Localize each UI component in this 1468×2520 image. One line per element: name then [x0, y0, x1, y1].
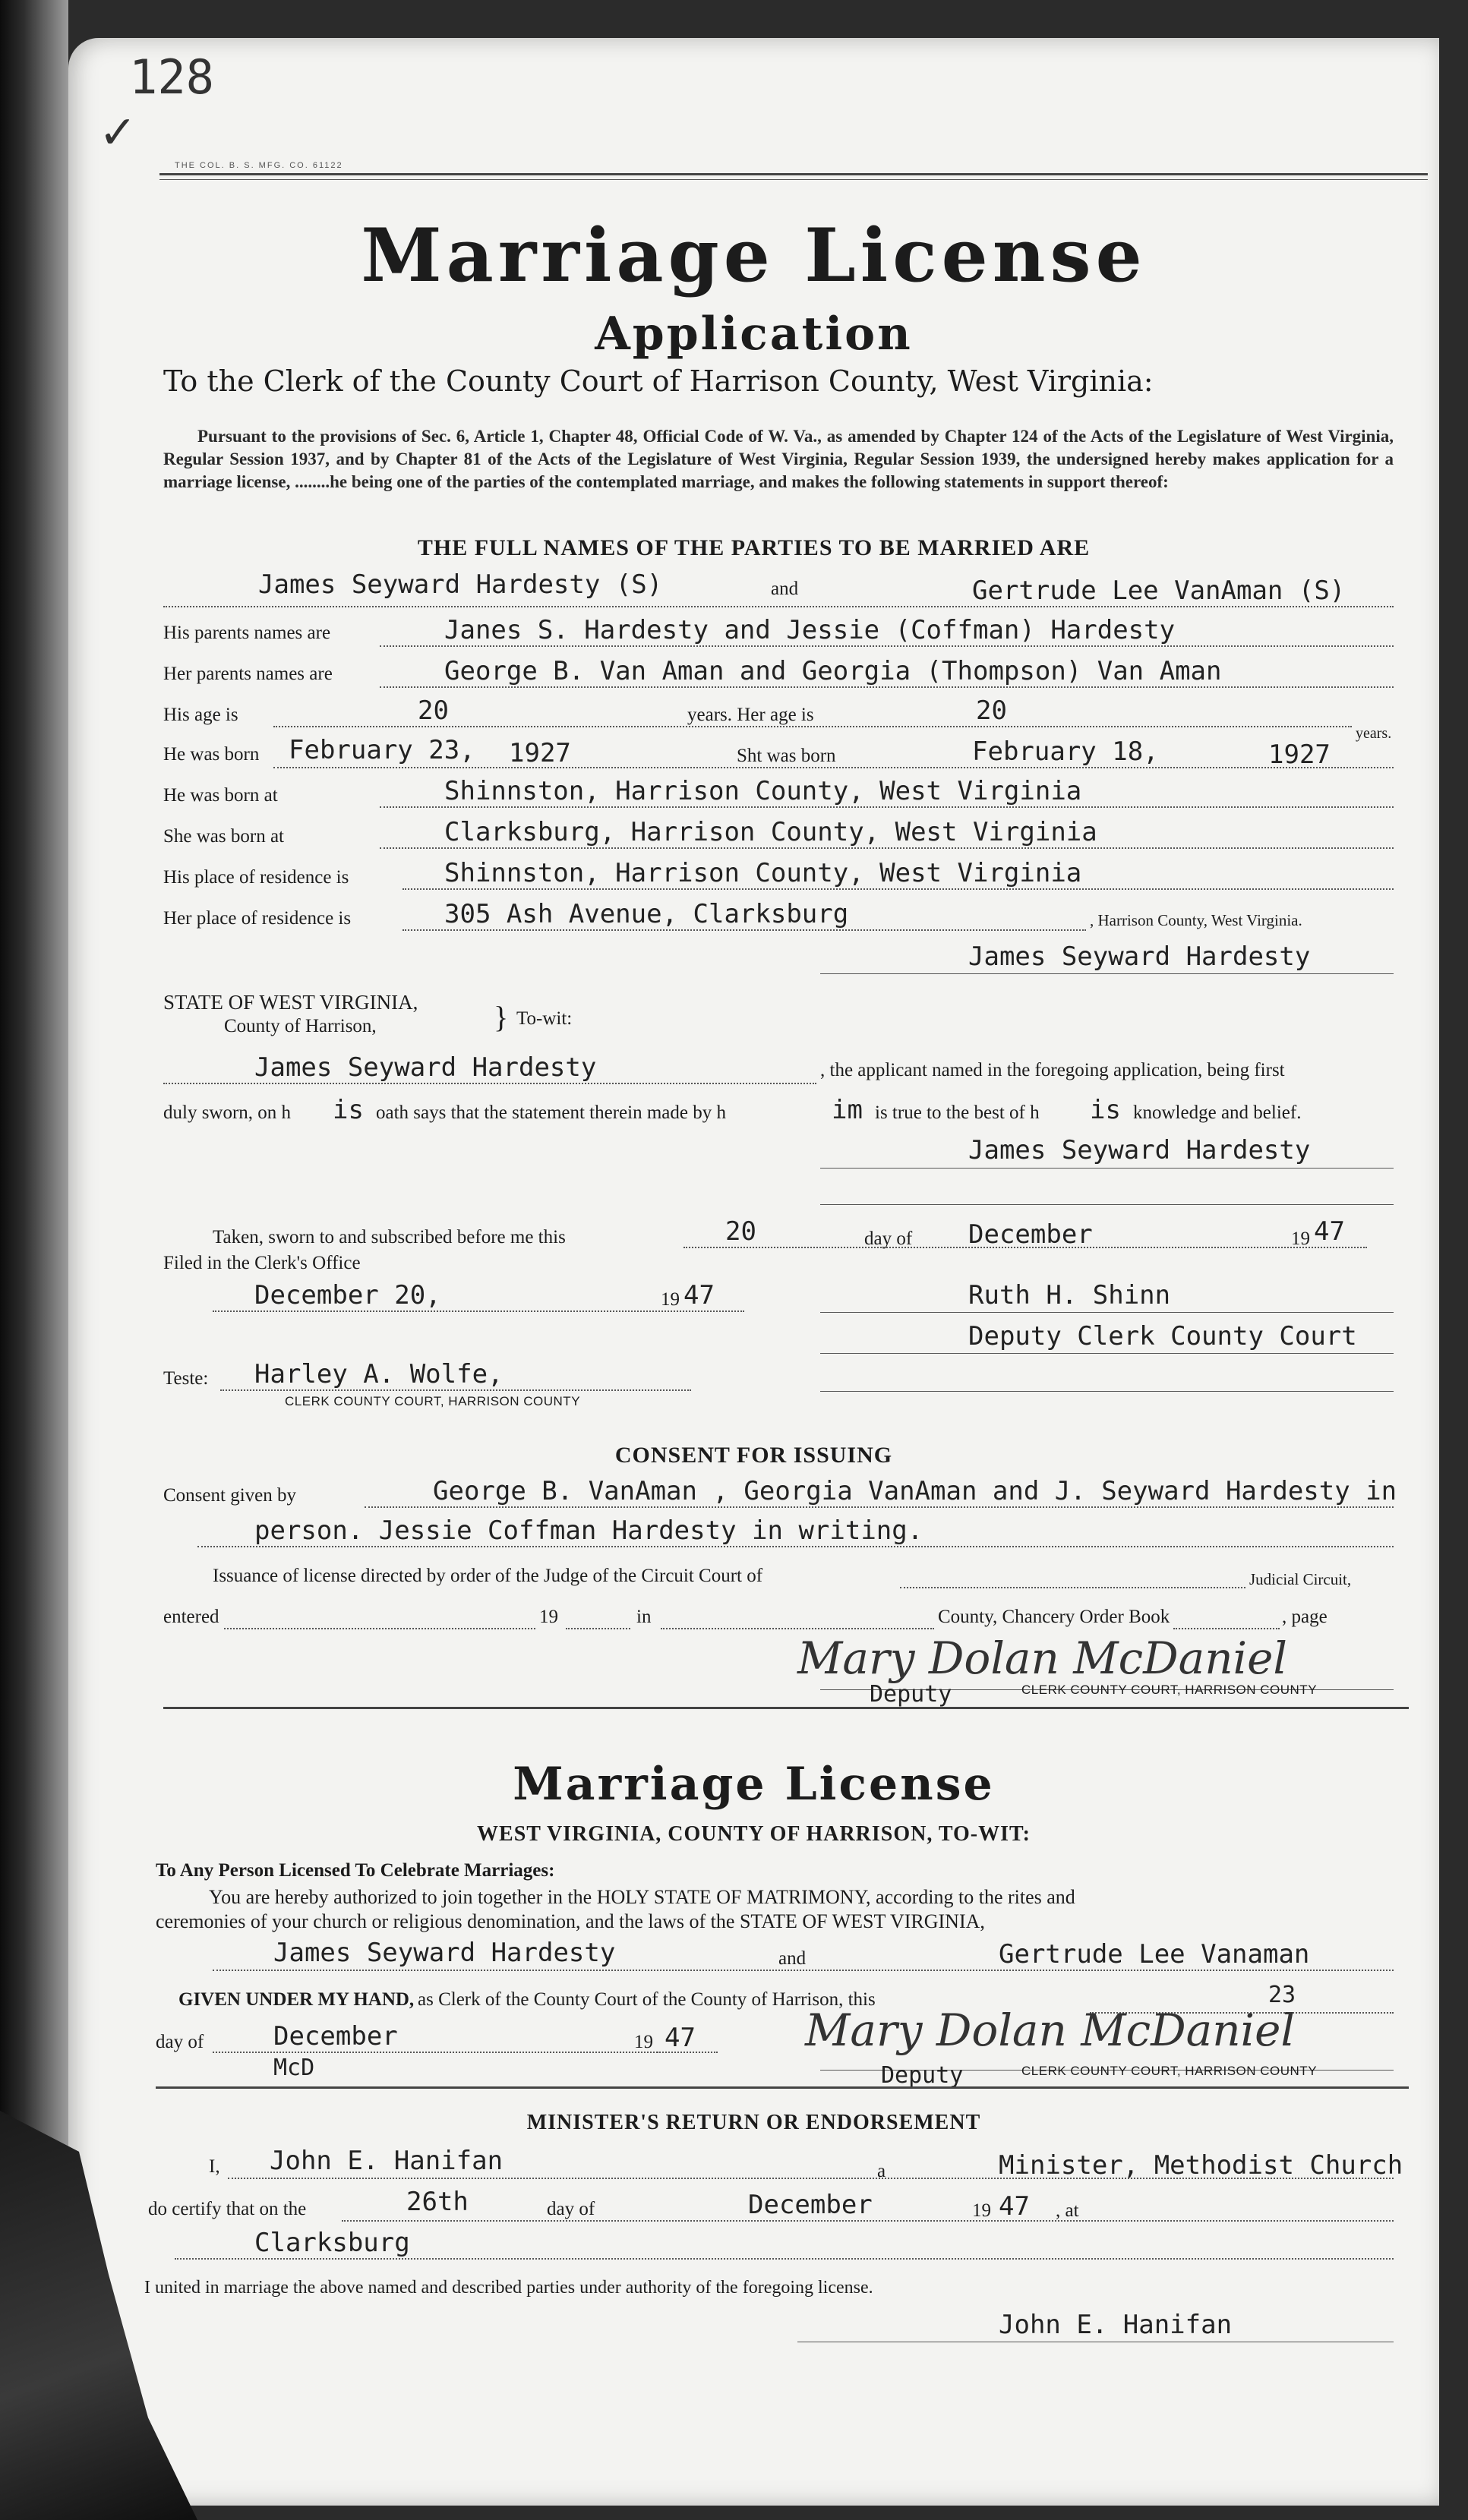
license-county-line: WEST VIRGINIA, COUNTY OF HARRISON, TO-WIT:: [477, 1822, 1031, 1846]
his-age: 20: [418, 695, 449, 726]
license-year-underline: [657, 2052, 718, 2053]
preamble: Pursuant to the provisions of Sec. 6, Article 1, Chapter 48, Official Code of W. Va., as amended by Chapter 124 of the Acts of the Legislature of West Virginia, Regular Session 1937, and by Chapter 81 of the Acts of the Legislature of West Virginia, Regular Session 1939, the undersigned hereby makes application for a marriage license, ........he being one of the parties of the contemplated marriage, and makes the following statements in support thereof:: [163, 427, 1394, 491]
license-caption: CLERK COUNTY COURT, HARRISON COUNTY: [1021, 2064, 1318, 2078]
and-label: and: [771, 579, 799, 599]
his-residence-label: His place of residence is: [163, 867, 349, 888]
he-born-label: He was born: [163, 744, 260, 765]
form-subtitle: Application: [595, 308, 913, 361]
her-residence-suffix: , Harrison County, West Virginia.: [1090, 911, 1302, 929]
clerk-title: Deputy Clerk County Court: [968, 1321, 1357, 1351]
his-parents-underline: [380, 645, 1394, 647]
printer-mark: THE COL. B. S. MFG. CO. 61122: [175, 161, 343, 170]
oath-county: County of Harrison,: [224, 1016, 377, 1036]
license-to-any: To Any Person Licensed To Celebrate Marriages:: [156, 1860, 555, 1881]
license-signature: Mary Dolan McDaniel: [805, 2004, 1295, 2056]
entered-in-label: in: [636, 1607, 652, 1627]
consent-line1: George B. VanAman , Georgia VanAman and J. Seyward Hardesty in: [433, 1476, 1397, 1506]
taken-month: December: [968, 1219, 1093, 1250]
he-born-date: February 23,: [289, 735, 475, 765]
filed-year: 47: [683, 1280, 715, 1310]
order-book-label: County, Chancery Order Book: [938, 1607, 1170, 1627]
consent-line2-underline: [197, 1546, 1394, 1547]
return-minister: John E. Hanifan: [270, 2146, 504, 2176]
names-underline: [163, 606, 1394, 607]
license-deputy: Deputy: [881, 2062, 964, 2089]
oath-sworn-prefix: duly sworn, on h: [163, 1102, 292, 1123]
license-authorize2: ceremonies of your church or religious denomination, and the laws of the STATE OF WEST VIRGINIA,: [156, 1910, 985, 1932]
oath-applicant: James Seyward Hardesty: [254, 1052, 597, 1083]
entered-label: entered: [163, 1607, 219, 1627]
oath-sworn-mid: oath says that the statement therein made by h: [376, 1102, 726, 1123]
filed-year-prefix: 19: [661, 1289, 680, 1310]
license-rule: [156, 2086, 1409, 2089]
clerk-name-line: [820, 1312, 1394, 1313]
her-age-label: years. Her age is: [687, 705, 814, 725]
bride-name: Gertrude Lee VanAman (S): [972, 576, 1346, 606]
license-title: Marriage License: [513, 1758, 995, 1811]
license-and: and: [778, 1948, 807, 1969]
consent-line1-underline: [365, 1506, 1394, 1508]
top-rule-thin: [159, 179, 1428, 180]
her-parents-underline: [380, 686, 1394, 688]
teste-underline: [220, 1389, 691, 1391]
return-year-prefix: 19: [972, 2200, 991, 2221]
taken-day-of-label: day of: [864, 1228, 913, 1249]
license-month-underline: [213, 2052, 676, 2053]
entered-year-underline: [566, 1628, 630, 1629]
filed-date: December 20,: [254, 1280, 441, 1310]
she-born-date: February 18,: [972, 736, 1159, 767]
taken-label: Taken, sworn to and subscribed before me this: [213, 1227, 566, 1247]
form-title: Marriage License: [361, 213, 1147, 298]
license-month: December: [273, 2021, 398, 2052]
entered-underline: [224, 1628, 535, 1629]
return-minister-title: Minister, Methodist Church: [999, 2150, 1403, 2181]
license-year-prefix: 19: [634, 2032, 653, 2052]
her-age: 20: [976, 695, 1007, 726]
license-page: [68, 38, 1439, 2506]
she-born-year: 1927: [1268, 740, 1331, 770]
return-day-of: day of: [547, 2199, 595, 2219]
taken-year-prefix: 19: [1291, 1228, 1310, 1249]
his-parents-label: His parents names are: [163, 623, 331, 643]
consent-heading: CONSENT FOR ISSUING: [614, 1443, 893, 1468]
her-parents: George B. Van Aman and Georgia (Thompson) Van Aman: [444, 656, 1222, 686]
return-signature: John E. Hanifan: [999, 2310, 1233, 2340]
return-year: 47: [999, 2191, 1030, 2222]
clerk-title-line: [820, 1353, 1394, 1354]
license-authorize1: You are hereby authorized to join together in the HOLY STATE OF MATRIMONY, according to the rites and: [209, 1886, 1075, 1908]
groom-name: James Seyward Hardesty (S): [258, 569, 663, 600]
her-residence-underline: [403, 929, 1086, 931]
taken-underline: [683, 1247, 1367, 1248]
return-i-label: I,: [209, 2156, 220, 2177]
license-bride: Gertrude Lee Vanaman: [999, 1939, 1310, 1970]
license-names-underline: [213, 1970, 1394, 1971]
oath-state: STATE OF WEST VIRGINIA,: [163, 991, 418, 1014]
oath-sworn-mid2: is true to the best of h: [875, 1102, 1040, 1123]
return-day: 26th: [406, 2187, 469, 2217]
oath-him: im: [832, 1095, 863, 1125]
return-month: December: [748, 2190, 873, 2220]
teste-caption: CLERK COUNTY COURT, HARRISON COUNTY: [285, 1394, 581, 1408]
clerk-extra-line: [820, 1391, 1394, 1392]
her-residence-label: Her place of residence is: [163, 908, 352, 929]
consent-given-label: Consent given by: [163, 1485, 296, 1506]
license-initials: McD: [273, 2055, 315, 2081]
taken-day: 20: [725, 1216, 756, 1247]
addressee: To the Clerk of the County Court of Harrison County, West Virginia:: [163, 364, 1154, 398]
entered-county-underline: [661, 1628, 934, 1629]
oath-sworn-end: knowledge and belief.: [1133, 1102, 1302, 1123]
oath-to-wit: To-wit:: [516, 1008, 573, 1029]
return-united: I united in marriage the above named and described parties under authority of the foregoing license.: [144, 2278, 873, 2298]
judicial-circuit: Judicial Circuit,: [1249, 1570, 1352, 1588]
filed-label: Filed in the Clerk's Office: [163, 1253, 361, 1273]
filed-underline: [213, 1310, 744, 1312]
her-parents-label: Her parents names are: [163, 664, 333, 684]
oath-signature-line2: [820, 1204, 1394, 1205]
license-given-rest: as Clerk of the County Court of the County of Harrison, this: [418, 1989, 876, 2010]
applicant-signature-line: [820, 973, 1394, 974]
page-label: , page: [1282, 1607, 1328, 1627]
section-rule: [163, 1707, 1409, 1709]
oath-text1: , the applicant named in the foregoing application, being first: [820, 1060, 1285, 1080]
he-born-at-underline: [380, 806, 1394, 808]
license-year: 47: [665, 2023, 696, 2053]
his-residence: Shinnston, Harrison County, West Virginia: [444, 858, 1082, 888]
he-born-year: 1927: [509, 738, 571, 768]
he-born-at: Shinnston, Harrison County, West Virginia: [444, 776, 1082, 806]
his-age-label: His age is: [163, 705, 238, 725]
oath-signature: James Seyward Hardesty: [968, 1135, 1311, 1165]
she-born-at: Clarksburg, Harrison County, West Virginia: [444, 817, 1097, 847]
issuance-underline: [900, 1587, 1245, 1588]
return-date-underline: [342, 2220, 1394, 2222]
license-given-day: 23: [1268, 1982, 1296, 2008]
teste-label: Teste:: [163, 1368, 209, 1389]
return-minister-underline: [228, 2178, 1394, 2179]
consent-deputy: Deputy: [870, 1681, 952, 1708]
check-mark: ✓: [99, 106, 137, 159]
return-place-underline: [175, 2258, 1394, 2260]
oath-applicant-underline: [163, 1083, 816, 1084]
license-given-bold: GIVEN UNDER MY HAND,: [178, 1989, 415, 2010]
consent-caption: CLERK COUNTY COURT, HARRISON COUNTY: [1021, 1683, 1318, 1697]
she-born-label: Sht was born: [737, 746, 836, 766]
return-heading: MINISTER'S RETURN OR ENDORSEMENT: [526, 2111, 981, 2134]
age-underline: [273, 726, 1352, 727]
her-residence: 305 Ash Avenue, Clarksburg: [444, 899, 849, 929]
license-day-of: day of: [156, 2032, 204, 2052]
oath-his1: is: [333, 1095, 364, 1125]
oath-his2: is: [1090, 1095, 1121, 1125]
page-number: 128: [129, 49, 214, 105]
his-residence-underline: [403, 888, 1394, 890]
return-at-label: , at: [1056, 2200, 1079, 2221]
license-groom: James Seyward Hardesty: [273, 1938, 616, 1968]
issuance-text: Issuance of license directed by order of the Judge of the Circuit Court of: [213, 1566, 763, 1586]
return-place: Clarksburg: [254, 2228, 410, 2258]
clerk-name: Ruth H. Shinn: [968, 1280, 1171, 1310]
return-a-label: a: [877, 2161, 886, 2181]
his-parents: Janes S. Hardesty and Jessie (Coffman) Hardesty: [444, 615, 1176, 645]
born-underline: [273, 767, 1394, 768]
teste-name: Harley A. Wolfe,: [254, 1359, 504, 1389]
top-rule: [159, 173, 1428, 175]
entered-nineteen: 19: [539, 1607, 558, 1627]
parties-heading: THE FULL NAMES OF THE PARTIES TO BE MARRIED ARE: [417, 535, 1091, 560]
years-label: years.: [1356, 725, 1392, 742]
order-book-underline: [1173, 1628, 1280, 1629]
consent-line2: person. Jessie Coffman Hardesty in writing.: [254, 1515, 923, 1546]
she-born-at-underline: [380, 847, 1394, 849]
he-born-at-label: He was born at: [163, 785, 278, 806]
applicant-signature: James Seyward Hardesty: [968, 941, 1311, 972]
consent-signature: Mary Dolan McDaniel: [797, 1632, 1287, 1684]
return-certify-label: do certify that on the: [148, 2199, 307, 2219]
she-born-at-label: She was born at: [163, 826, 284, 847]
taken-year: 47: [1314, 1216, 1345, 1247]
oath-brace: }: [494, 1000, 509, 1034]
oath-signature-line: [820, 1168, 1394, 1169]
